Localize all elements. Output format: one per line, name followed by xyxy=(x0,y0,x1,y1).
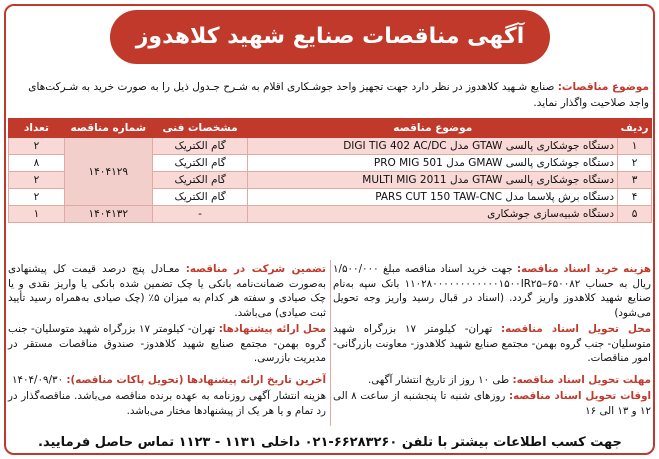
header-row-number: ردیف xyxy=(618,119,652,138)
fee-text: جهت خرید اسناد مناقصه مبلغ ۱/۵۰۰/۰۰۰ ریال به حساب ۶۵۰۰۸۲–۱۱۰۲۸۰۰۰۰۰۰۰۰۰۰۰۰۱۵۰۰IR۲۵ بانک سپه به‌نام صنایع شهید کلاهدوز واریز گردد. (اسناد در قبال رسید واریز وجه تحویل می‌شود) xyxy=(333,263,651,319)
row-number: ۳ xyxy=(618,172,652,189)
table-row xyxy=(9,206,652,223)
notes-paragraph: هزینه انتشار آگهی روزنامه به عهده برنده مناقصه می‌باشد. مناقصه‌گذار در رد تمام و یا هر یک از پیشنهادها مختار می‌باشد. xyxy=(8,390,326,417)
row-number: ۴ xyxy=(618,189,652,206)
fee-paragraph xyxy=(333,262,651,320)
hours-label: اوقات تحویل اسناد مناقصه: xyxy=(508,390,651,402)
header-subject: موضوع مناقصه xyxy=(248,119,618,138)
hours-text: روزهای شنبه تا پنجشنبه از ساعت ۸ الی ۱۲ و ۱۳ الی ۱۶ xyxy=(333,390,651,417)
guarantee-paragraph xyxy=(8,262,326,320)
row-number: ۵ xyxy=(618,206,652,223)
row-quantity: ۸ xyxy=(9,155,65,172)
deadline-text: طی ۱۰ روز از تاریخ انتشار آگهی. xyxy=(367,374,513,386)
tender-number-cell: ۱۴۰۴۱۳۲ xyxy=(64,206,152,223)
row-spec: - xyxy=(152,206,248,223)
tender-subject-paragraph xyxy=(9,79,649,111)
deadline-paragraph xyxy=(333,373,651,388)
row-subject: دستگاه جوشکاری پالسی GMAW مدل PRO MIG 501 xyxy=(248,155,618,172)
guarantee-label: تضمین شرکت در مناقصه: xyxy=(185,263,327,275)
deadline-label: مهلت تحویل اسناد مناقصه: xyxy=(512,374,651,386)
column-divider xyxy=(330,260,331,426)
row-quantity: ۲ xyxy=(9,172,65,189)
row-spec: گام الکتریک xyxy=(152,155,248,172)
row-number: ۱ xyxy=(618,138,652,155)
submission-paragraph xyxy=(8,322,326,366)
row-subject: دستگاه جوشکاری پالسی GTAW مدل DIGI TIG 402 AC/DC xyxy=(248,138,618,155)
delivery-text: تهران- کیلومتر ۱۷ بزرگراه شهید متوسلیان- جنب گروه بهمن- مجتمع صنایع شهید کلاهدوز- معاونت بازرگانی- امور مناقصات. xyxy=(333,323,651,365)
submission-text: تهران- کیلومتر ۱۷ بزرگراه شهید متوسلیان- جنب گروه بهمن- مجتمع صنایع شهید کلاهدوز- صندوق مناقصات مستقر در مدیریت بازرسی. xyxy=(8,323,326,365)
row-subject: دستگاه شبیه‌سازی جوشکاری xyxy=(248,206,618,223)
last-date-paragraph xyxy=(8,373,326,388)
row-quantity: ۱ xyxy=(9,206,65,223)
fee-label: هزینه خرید اسناد مناقصه: xyxy=(516,263,651,275)
last-date-value: ۱۴۰۴/۰۹/۳۰ xyxy=(11,374,67,386)
ad-title: آگهی مناقصات صنایع شهید کلاهدوز xyxy=(110,10,550,64)
header-tender-number: شماره مناقصه xyxy=(64,119,152,138)
row-number: ۲ xyxy=(618,155,652,172)
row-quantity: ۲ xyxy=(9,138,65,155)
header-quantity: تعداد xyxy=(9,119,65,138)
hours-paragraph xyxy=(333,389,651,418)
delivery-label: محل تحویل اسناد مناقصه: xyxy=(501,323,651,335)
row-spec: گام الکتریک xyxy=(152,172,248,189)
tender-number-cell: ۱۴۰۴۱۲۹ xyxy=(64,138,152,206)
guarantee-text: معـادل پنج درصد قیمت کل پیشنهادی به‌صورت ضمانت‌نامه بانکی یا چک تضمین شده بانکی یا واریز نقدی و یا چک صیادی و سفته هر کدام به میزان ۵٪ (چک صیادی به‌همراه رسید تأیید ثبت صیادی) می‌باشد. xyxy=(8,263,326,319)
row-subject: دستگاه برش پلاسما مدل PARS CUT 150 TAW-CNC xyxy=(248,189,618,206)
items-table xyxy=(8,118,652,223)
submission-label: محل ارائه پیشنهادها: xyxy=(218,323,327,335)
row-subject: دستگاه جوشکاری پالسی GTAW مدل MULTI MIG 2011 xyxy=(248,172,618,189)
row-spec: گام الکتریک xyxy=(152,189,248,206)
table-row xyxy=(9,138,652,155)
tender-subject-label: موضوع مناقصات: xyxy=(557,81,649,93)
contact-footer: جهت کسب اطلاعات بیشتر با تلفن ۶۶۲۸۳۲۶۰-۰۲۱ داخلی ۱۱۳۱ - ۱۱۲۳ تماس حاصل فرمایید. xyxy=(38,435,622,450)
tender-subject-text: صنایع شـهید کلاهدوز در نظر دارد جهت تجهیز واحد جوشـکاری اقلام به شـرح جـدول ذیل را به صورت خرید به شـرکت‌های واجد صلاحیت واگذار نماید. xyxy=(28,81,649,109)
header-specs: مشخصات فنی xyxy=(152,119,248,138)
last-date-label: آخرین تاریخ ارائه پیشنهادها (تحویل پاکات مناقصه): xyxy=(66,374,326,386)
table-header-row xyxy=(9,119,652,138)
delivery-paragraph xyxy=(333,322,651,366)
row-quantity: ۲ xyxy=(9,189,65,206)
row-spec: گام الکتریک xyxy=(152,138,248,155)
